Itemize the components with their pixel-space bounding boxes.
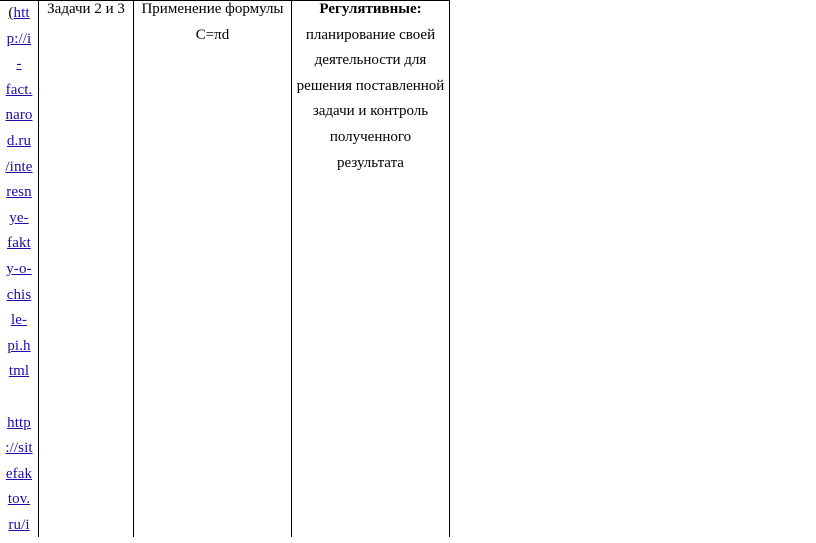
link-line-first[interactable] xyxy=(0,6,38,32)
formula-cell xyxy=(134,0,291,53)
link-line[interactable]: d.ru xyxy=(6,132,32,149)
paren-text: ( xyxy=(8,5,14,21)
link-line[interactable]: pi.h xyxy=(7,337,31,354)
link-line[interactable]: tov. xyxy=(7,491,31,508)
formula-heading: Применение формулы xyxy=(141,1,284,17)
result-cell xyxy=(292,0,449,181)
result-title: Регулятивные: xyxy=(319,1,422,17)
link-line[interactable]: y-o- xyxy=(6,260,32,277)
result-line: решения поставленной xyxy=(296,77,445,94)
link-line[interactable]: naro xyxy=(5,107,33,124)
link-line[interactable]: le- xyxy=(10,312,28,329)
result-line: деятельности для xyxy=(314,52,427,69)
result-line: задачи и контроль xyxy=(312,103,429,120)
link-line[interactable]: resn xyxy=(6,184,32,201)
link-line[interactable]: efak xyxy=(5,465,33,482)
link-line[interactable]: /inte xyxy=(5,158,33,175)
link-line[interactable]: p://i xyxy=(6,30,32,47)
link-line[interactable]: ye- xyxy=(9,209,29,226)
link-line[interactable]: fakt xyxy=(7,235,31,252)
tasks-text: Задачи 2 и 3 xyxy=(47,1,125,17)
link-line[interactable]: tml xyxy=(8,363,30,380)
result-line: полученного xyxy=(329,128,412,145)
formula-expression: C=πd xyxy=(195,26,230,43)
link-line[interactable]: ://sit xyxy=(5,440,33,457)
link-line[interactable]: - xyxy=(16,56,22,73)
link-text-start[interactable]: htt xyxy=(13,5,30,21)
result-line: планирование своей xyxy=(305,26,436,43)
link-line[interactable]: ru/i xyxy=(8,516,30,533)
link-spacer xyxy=(0,390,38,416)
tasks-cell xyxy=(39,0,133,17)
link-line[interactable]: http xyxy=(7,414,31,431)
link-line[interactable]: chis xyxy=(6,286,32,303)
result-line: результата xyxy=(337,154,404,171)
column-divider-2 xyxy=(133,0,134,537)
link-line[interactable]: fact. xyxy=(5,81,33,98)
column-divider-1 xyxy=(38,0,39,537)
links-cell xyxy=(0,0,38,543)
column-divider-4 xyxy=(449,0,450,537)
